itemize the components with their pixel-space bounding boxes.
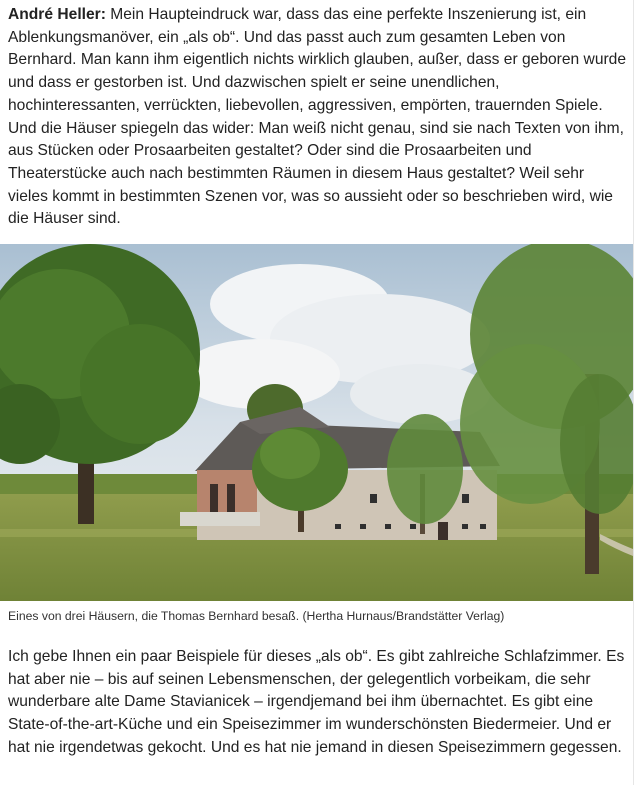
article-paragraph-2: Ich gebe Ihnen ein paar Beispiele für dieses „als ob“. Es gibt zahlreiche Schlafzimmer. Es hat aber nie – bis auf seinen Lebensmenschen, der gelegentlich vorbeikam, die sehr wunderbare alte Dame Stavianicek – irgendjemand bei ihm übernachtet. Es gibt eine State-of-the-art-Küche und ein Speisezimmer im wunderschönsten Biedermeier. Und er hat nie irgendetwas gekocht. Und es hat nie jemand in diesen Speisezimmern gegessen.	[8, 648, 625, 756]
paragraph-1-text: Mein Haupteindruck war, dass das eine perfekte Inszenierung ist, ein Ablenkungsmanöver, ein „als ob“. Und das passt auch zum gesamten Leben von Bernhard. Man kann ihm eigentlich nichts wirklich glauben, außer, dass er geboren wurde und dass er gestorben ist. Und dazwischen spielt er seine unendlichen, hochinteressanten, verrückten, liebevollen, aggressiven, empörten, trauernden Spiele. Und die Häuser spiegeln das wider: Man weiß nicht genau, sind sie nach Texten von ihm, aus Stücken oder Prosaarbeiten gestaltet? Oder sind die Prosaarbeiten und Theaterstücke auch nach bestimmten Räumen in diesem Haus gestaltet? Weil sehr vieles kommt in bestimmten Szenen vor, was so aussieht oder so beschrieben wird, wie die Häuser sind.	[8, 6, 627, 228]
image-caption: Eines von drei Häusern, die Thomas Bernhard besaß. (Hertha Hurnaus/Brandstätter Verlag)	[8, 609, 505, 623]
article-paragraph-1	[8, 4, 628, 231]
speaker-name: André Heller:	[8, 6, 106, 23]
page-edge-divider	[633, 0, 634, 785]
farmhouse-photo	[0, 244, 633, 601]
